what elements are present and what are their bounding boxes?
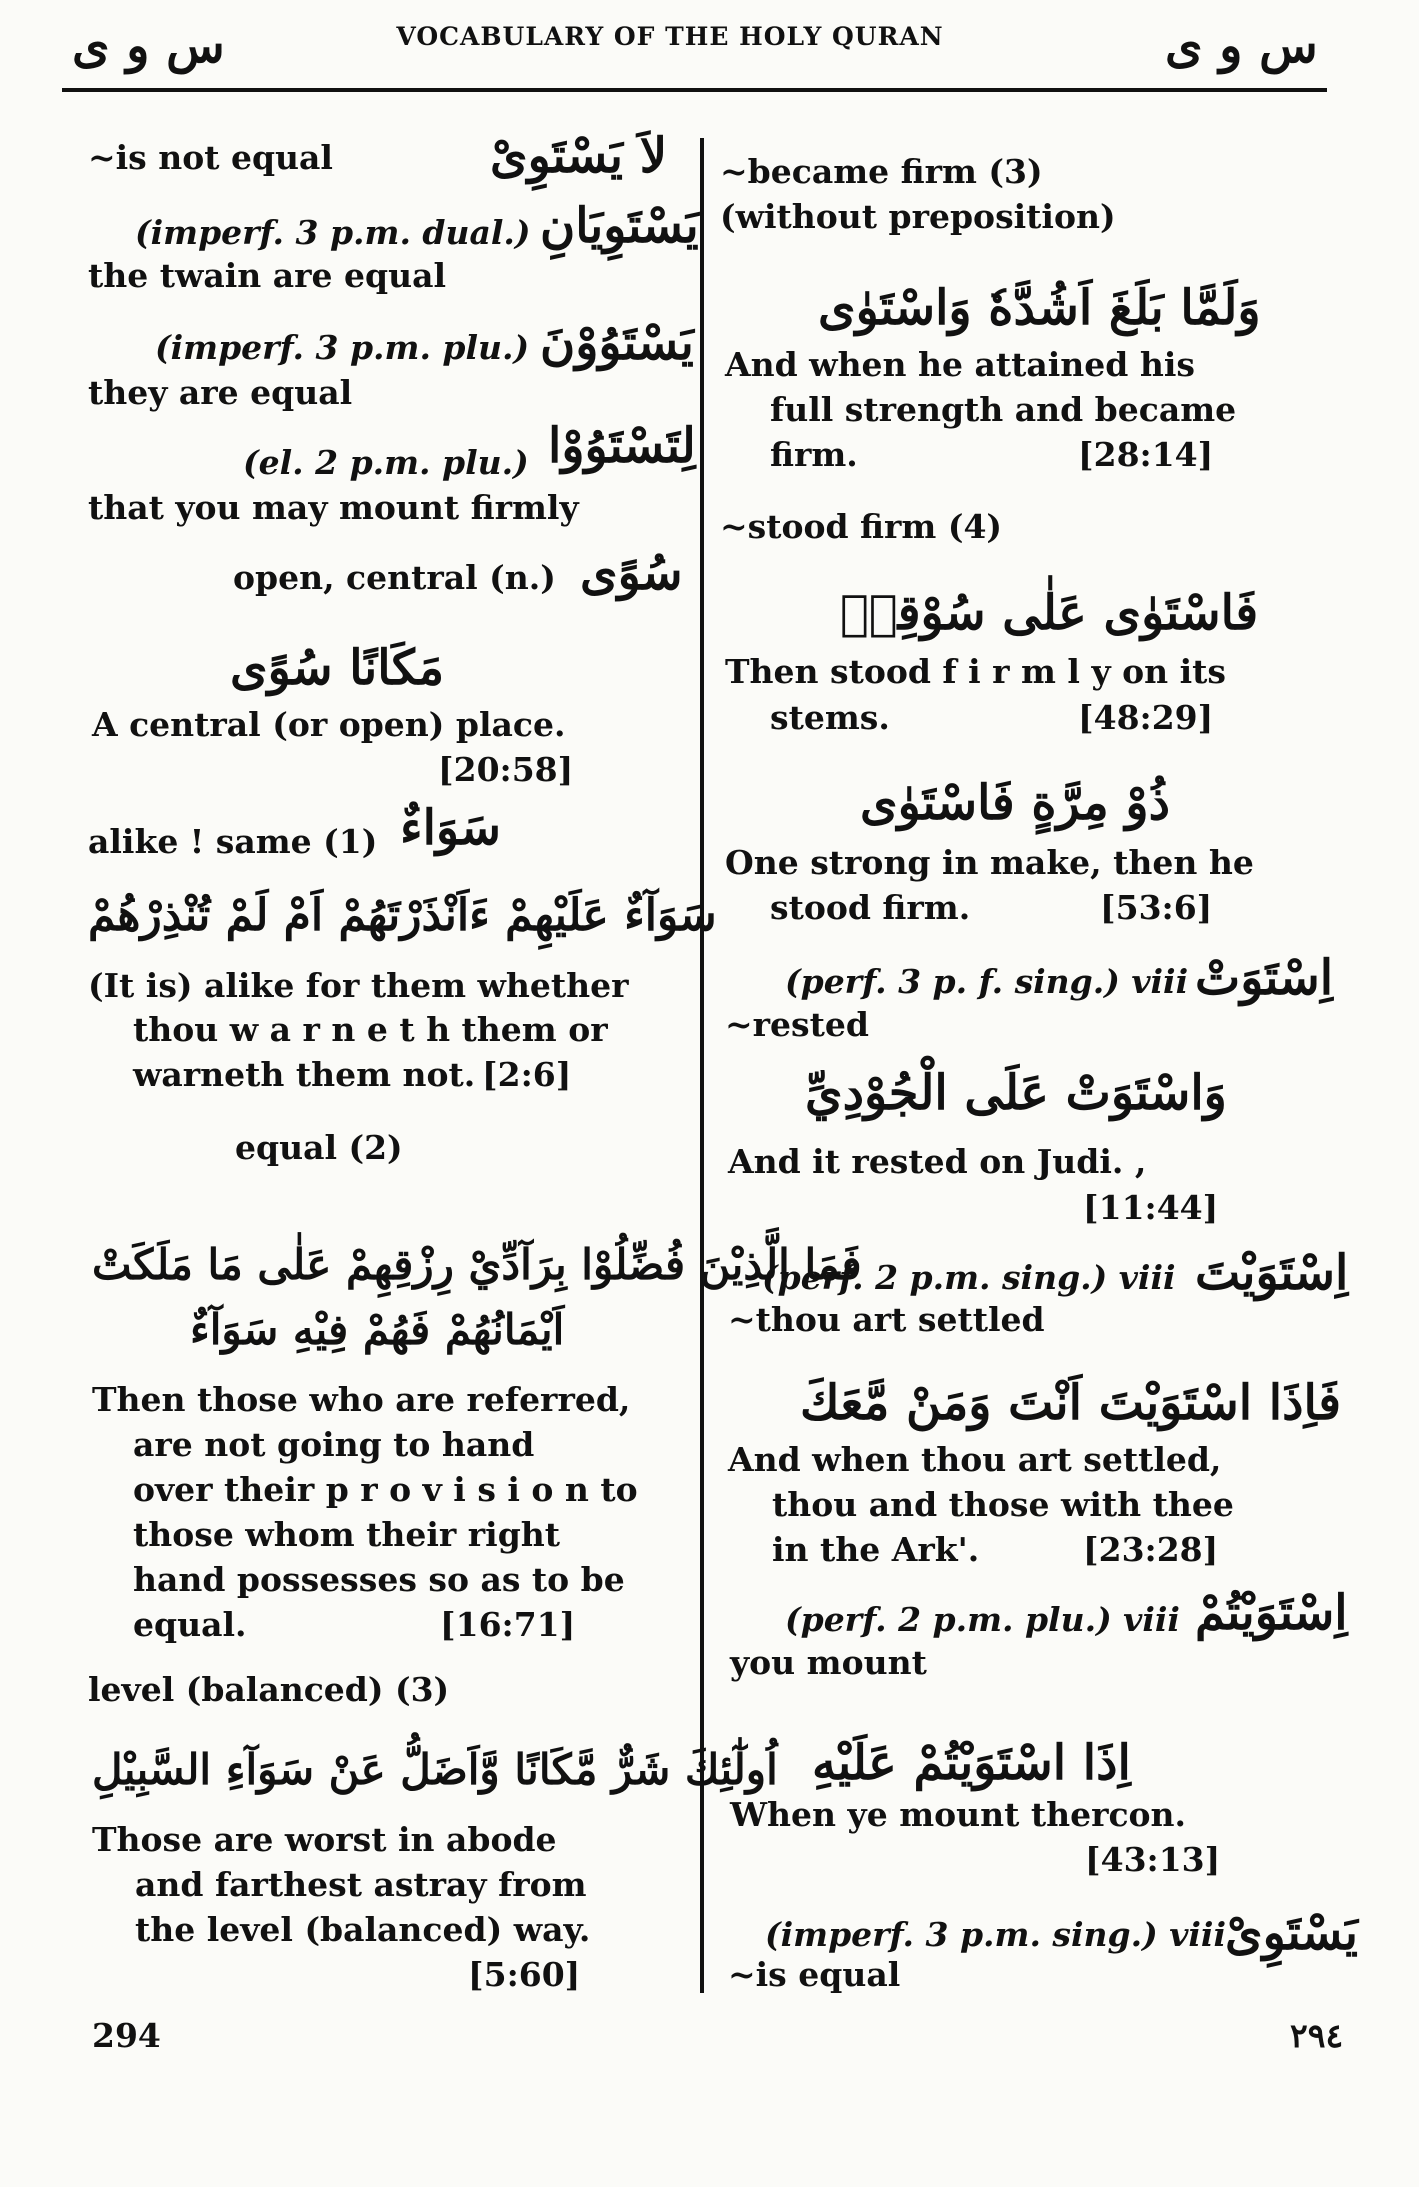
meaning: ~is equal	[728, 1955, 901, 1994]
meaning: you mount	[730, 1643, 927, 1682]
arabic-verse: فَاسْتَوٰى عَلٰى سُوْقِهٖ	[840, 585, 1259, 641]
meaning: the twain are equal	[88, 256, 447, 295]
meaning: level (balanced) (3)	[88, 1670, 450, 1709]
column-divider	[700, 138, 704, 1993]
meaning: ~stood firm (4)	[720, 507, 1003, 546]
verse-reference: [2:6]	[482, 1055, 572, 1094]
grammar-note: (perf. 3 p. f. sing.) viii	[785, 962, 1189, 1001]
grammar-note: (el. 2 p.m. plu.)	[243, 443, 529, 482]
arabic-verse: سَوَآءٌ عَلَيْهِمْ ءَاَنْذَرْتَهُمْ اَمْ لَمْ تُنْذِرْهُمْ	[88, 890, 717, 941]
verse-translation: One strong in make, then he	[725, 843, 1254, 882]
grammar-note: (imperf. 3 p.m. plu.)	[155, 328, 530, 367]
verse-translation: thou and those with thee	[772, 1485, 1234, 1524]
verse-translation: stood firm.	[770, 888, 971, 927]
verse-reference: [53:6]	[1100, 888, 1213, 927]
meaning: that you may mount firmly	[88, 488, 579, 527]
verse-translation: over their p r o v i s i o n to	[133, 1470, 638, 1509]
arabic-verse: وَاسْتَوَتْ عَلَى الْجُوْدِيِّ	[805, 1065, 1227, 1121]
verse-translation: equal.	[133, 1605, 247, 1644]
arabic-verse: ذُوْ مِرَّةٍ فَاسْتَوٰى	[860, 775, 1170, 831]
verse-translation: (It is) alike for them whether	[88, 966, 629, 1005]
verse-reference: [48:29]	[1078, 698, 1214, 737]
verse-translation: stems.	[770, 698, 890, 737]
page-number-arabic: ٢٩٤	[1290, 2016, 1344, 2055]
verse-translation: Then stood f i r m l y on its	[725, 652, 1226, 691]
grammar-note: (imperf. 3 p.m. dual.)	[135, 213, 531, 252]
arabic-verse: مَكَانًا سُوًى	[230, 640, 445, 696]
meaning: open, central (n.)	[233, 558, 556, 597]
verse-translation: warneth them not.	[133, 1055, 476, 1094]
verse-reference: [20:58]	[438, 750, 574, 789]
arabic-headword: يَسْتَوُوْنَ	[540, 315, 694, 371]
header-rule	[62, 88, 1327, 92]
grammar-note: (imperf. 3 p.m. sing.) viii	[765, 1915, 1226, 1954]
arabic-verse: اُولٰٓئِكَ شَرٌّ مَّكَانًا وَّاَضَلُّ عَنْ سَوَآءِ السَّبِيْلِ	[92, 1745, 778, 1794]
arabic-verse: فَاِذَا اسْتَوَيْتَ اَنْتَ وَمَنْ مَّعَكَ	[800, 1375, 1342, 1431]
verse-reference: [16:71]	[440, 1605, 576, 1644]
arabic-headword: لاَ يَسْتَوِىْ	[490, 128, 668, 184]
arabic-headword: سُوًى	[580, 545, 683, 601]
arabic-headword: سَوَاءٌ	[400, 800, 501, 856]
arabic-headword: يَسْتَوِىْ	[1225, 1905, 1359, 1961]
verse-reference: [43:13]	[1085, 1840, 1221, 1879]
verse-translation: And when thou art settled,	[728, 1440, 1222, 1479]
arabic-headword: اِسْتَوَتْ	[1195, 950, 1334, 1006]
arabic-verse: وَلَمَّا بَلَغَ اَشُدَّهٗ وَاسْتَوٰى	[818, 280, 1261, 336]
verse-translation: thou w a r n e t h them or	[133, 1010, 608, 1049]
verse-translation: full strength and became	[770, 390, 1237, 429]
header-root-right: س و ى	[1165, 18, 1318, 74]
verse-translation: in the Ark'.	[772, 1530, 980, 1569]
verse-reference: [23:28]	[1083, 1530, 1219, 1569]
verse-translation: And when he attained his	[725, 345, 1195, 384]
meaning: ~rested	[725, 1005, 869, 1044]
verse-translation: and farthest astray from	[135, 1865, 587, 1904]
verse-translation: A central (or open) place.	[92, 705, 566, 744]
verse-translation: those whom their right	[133, 1515, 561, 1554]
verse-translation: And it rested on Judi. ,	[728, 1142, 1147, 1181]
verse-reference: [5:60]	[468, 1955, 581, 1994]
meaning: ~thou art settled	[728, 1300, 1045, 1339]
arabic-verse: فَمَا الَّذِيْنَ فُضِّلُوْا بِرَآدِّيْ رِزْقِهِمْ عَلٰى مَا مَلَكَتْ	[92, 1240, 862, 1289]
grammar-note: (perf. 2 p.m. plu.) viii	[785, 1600, 1180, 1639]
arabic-headword: اِسْتَوَيْتَ	[1195, 1245, 1349, 1301]
verse-translation: the level (balanced) way.	[135, 1910, 591, 1949]
page-number-latin: 294	[92, 2016, 161, 2055]
grammar-note: (perf. 2 p.m. sing.) viii	[762, 1258, 1176, 1297]
meaning: they are equal	[88, 373, 353, 412]
arabic-verse: اَيْمَانُهُمْ فَهُمْ فِيْهِ سَوَآءٌ	[190, 1305, 565, 1354]
page-title: VOCABULARY OF THE HOLY QURAN	[396, 22, 944, 51]
arabic-headword: يَسْتَوِيَانِ	[540, 198, 699, 254]
meaning: alike ! same (1)	[88, 822, 378, 861]
verse-translation: are not going to hand	[133, 1425, 535, 1464]
arabic-headword: لِتَسْتَوُوْا	[548, 418, 696, 474]
meaning: equal (2)	[235, 1128, 403, 1167]
verse-reference: [28:14]	[1078, 435, 1214, 474]
header-root-left: س و ى	[72, 18, 225, 74]
verse-translation: Then those who are referred,	[92, 1380, 631, 1419]
verse-translation: firm.	[770, 435, 858, 474]
verse-reference: [11:44]	[1083, 1188, 1219, 1227]
verse-translation: Those are worst in abode	[92, 1820, 557, 1859]
grammar-note: (without preposition)	[720, 197, 1116, 236]
meaning: ~became firm (3)	[720, 152, 1043, 191]
verse-translation: When ye mount thercon.	[730, 1795, 1187, 1834]
meaning: ~is not equal	[88, 138, 333, 177]
arabic-verse: اِذَا اسْتَوَيْتُمْ عَلَيْهِ	[812, 1735, 1131, 1791]
arabic-headword: اِسْتَوَيْتُمْ	[1195, 1585, 1348, 1641]
verse-translation: hand possesses so as to be	[133, 1560, 625, 1599]
